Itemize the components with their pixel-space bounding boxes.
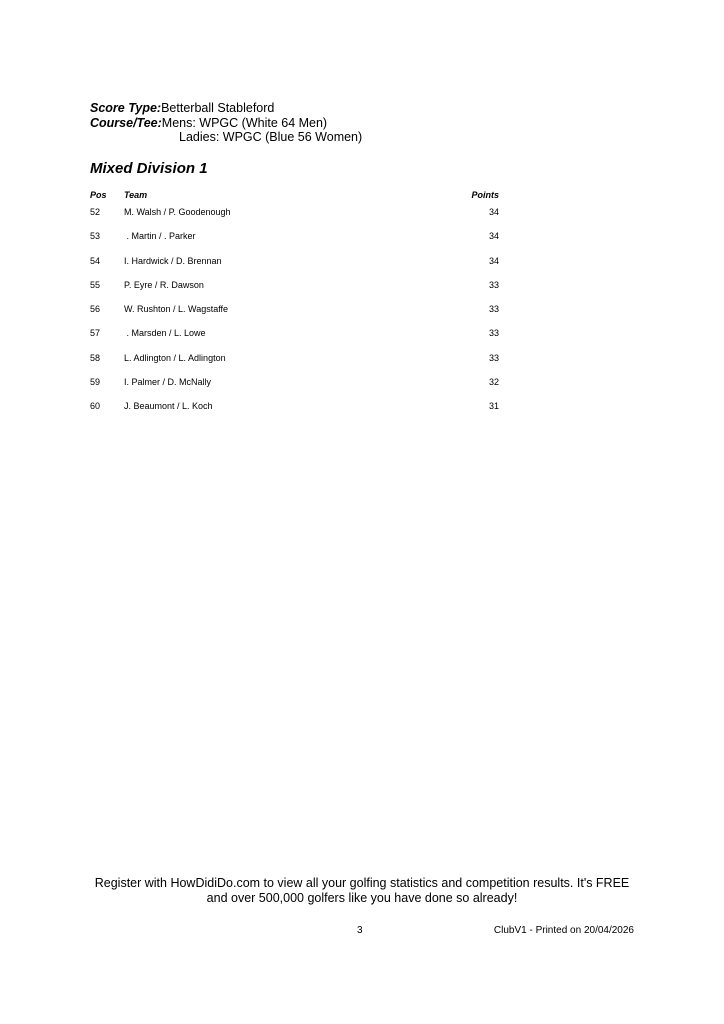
score-type-value: Betterball Stableford — [161, 101, 275, 115]
row-points: 31 — [488, 401, 499, 412]
row-points: 33 — [488, 279, 499, 290]
row-points: 33 — [488, 304, 499, 315]
row-pos: 54 — [90, 255, 101, 266]
row-team: . Martin / . Parker — [124, 231, 196, 242]
division-title: Mixed Division 1 — [90, 160, 208, 177]
row-team: I. Palmer / D. McNally — [124, 377, 212, 388]
course-ladies-value: Ladies: WPGC (Blue 56 Women) — [179, 130, 363, 144]
course-tee-line — [90, 116, 362, 131]
table-row — [90, 277, 500, 301]
row-pos: 59 — [90, 377, 101, 388]
printed-info: ClubV1 - Printed on 20/04/2026 — [493, 925, 634, 936]
table-row — [90, 301, 500, 325]
footer-message — [0, 876, 724, 906]
competition-info — [90, 101, 362, 145]
page-number: 3 — [357, 925, 363, 936]
table-row — [90, 398, 500, 422]
row-team: I. Hardwick / D. Brennan — [124, 255, 222, 266]
course-tee-label: Course/Tee: — [90, 115, 162, 130]
table-row — [90, 350, 500, 374]
row-points: 32 — [488, 377, 499, 388]
table-row — [90, 228, 500, 252]
row-pos: 53 — [90, 231, 101, 242]
row-pos: 52 — [90, 207, 101, 217]
row-points: 33 — [488, 328, 499, 339]
header-pos: Pos — [90, 190, 107, 200]
table-row — [90, 374, 500, 398]
row-points: 34 — [488, 231, 499, 242]
row-pos: 57 — [90, 328, 101, 339]
table-body — [90, 204, 500, 423]
header-points: Points — [471, 190, 499, 200]
row-team: M. Walsh / P. Goodenough — [124, 207, 231, 217]
footer-line-2: and over 500,000 golfers like you have done so already! — [206, 891, 518, 905]
row-points: 34 — [488, 255, 499, 266]
score-type-line — [90, 101, 362, 116]
course-ladies-line — [90, 130, 362, 145]
row-team: J. Beaumont / L. Koch — [124, 401, 213, 412]
row-team: L. Adlington / L. Adlington — [124, 352, 226, 363]
score-type-label: Score Type: — [90, 101, 162, 115]
table-row — [90, 204, 500, 228]
course-mens-value: Mens: WPGC (White 64 Men) — [161, 115, 328, 130]
row-pos: 55 — [90, 279, 101, 290]
row-pos: 56 — [90, 304, 101, 315]
header-team: Team — [124, 190, 148, 200]
table-row — [90, 253, 500, 277]
row-pos: 60 — [90, 401, 101, 412]
row-pos: 58 — [90, 352, 101, 363]
table-header — [90, 190, 500, 204]
row-points: 34 — [488, 207, 499, 217]
row-team: . Marsden / L. Lowe — [124, 328, 206, 339]
results-table — [90, 190, 500, 423]
table-row — [90, 325, 500, 349]
row-team: P. Eyre / R. Dawson — [124, 279, 204, 290]
row-team: W. Rushton / L. Wagstaffe — [124, 304, 229, 315]
row-points: 33 — [488, 352, 499, 363]
footer-line-1: Register with HowDidiDo.com to view all your golfing statistics and competition results. It's FREE — [94, 876, 630, 890]
